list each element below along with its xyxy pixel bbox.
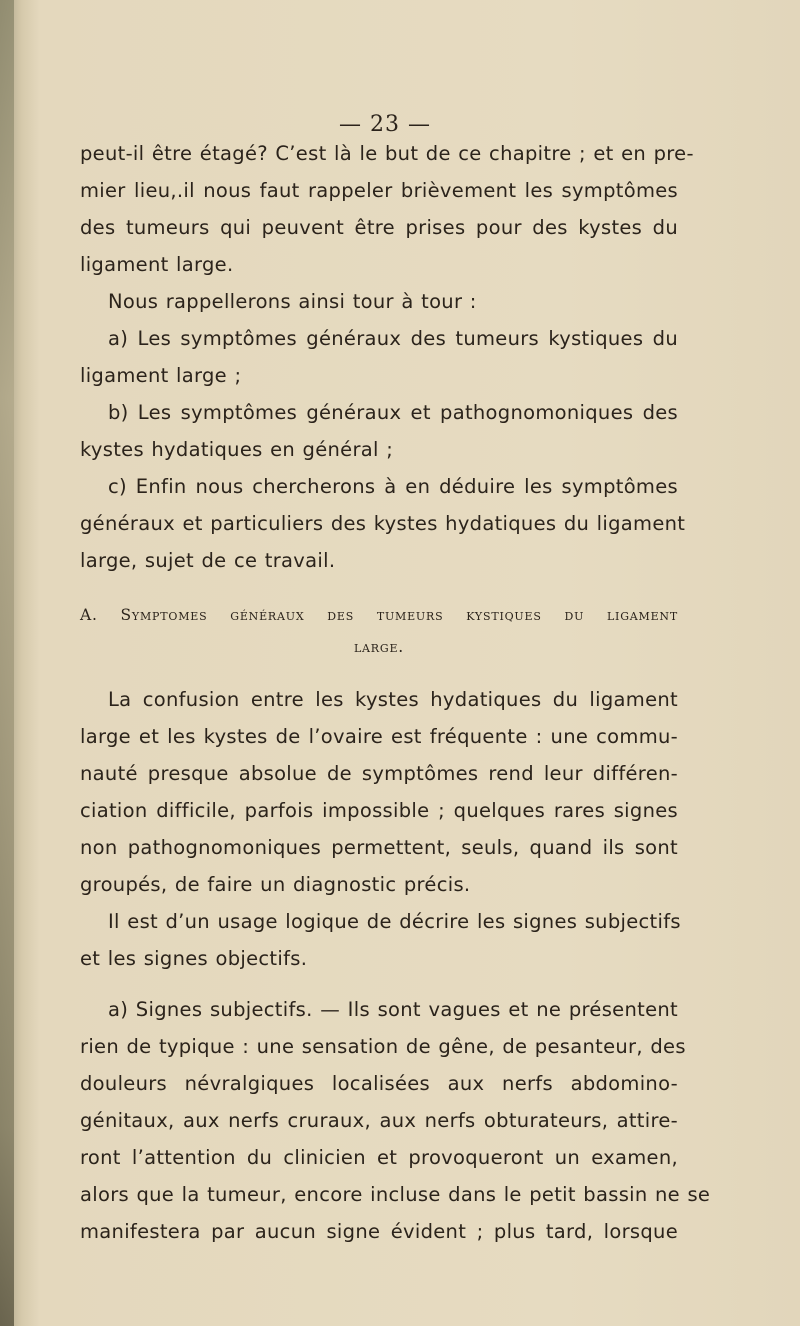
text-line: large, sujet de ce travail. xyxy=(80,549,336,572)
text-line: groupés, de faire un diagnostic précis. xyxy=(80,873,471,896)
text-line: nauté presque absolue de symptômes rend leur différen- xyxy=(80,762,678,785)
text-line: ligament large. xyxy=(80,253,234,276)
text-line: b) Les symptômes généraux et pathognomoniques des xyxy=(108,401,678,424)
text-line: Il est d’un usage logique de décrire les signes subjectifs xyxy=(108,910,681,933)
text-line: douleurs névralgiques localisées aux nerfs abdomino- xyxy=(80,1072,678,1095)
text-line: génitaux, aux nerfs cruraux, aux nerfs obturateurs, attire- xyxy=(80,1109,678,1132)
page-number: — 23 — xyxy=(339,112,431,137)
section-heading-continued: large. xyxy=(353,638,405,656)
text-line: a) Les symptômes généraux des tumeurs kystiques du xyxy=(108,327,678,350)
text-line: manifestera par aucun signe évident ; plus tard, lorsque xyxy=(80,1220,678,1243)
text-line: et les signes objectifs. xyxy=(80,947,308,970)
text-line: La confusion entre les kystes hydatiques du ligament xyxy=(108,688,678,711)
text-line: kystes hydatiques en général ; xyxy=(80,438,394,461)
text-line: ront l’attention du clinicien et provoqueront un examen, xyxy=(80,1146,678,1169)
text-line: ciation difficile, parfois impossible ; quelques rares signes xyxy=(80,799,678,822)
text-line: large et les kystes de l’ovaire est fréquente : une commu- xyxy=(80,725,678,748)
text-line-italic-lead: a) Signes subjectifs. — Ils sont vagues et ne présentent xyxy=(108,998,678,1021)
text-line: ligament large ; xyxy=(80,364,242,387)
section-heading: A. Symptomes généraux des tumeurs kystiques du ligament xyxy=(80,606,678,624)
text-line: mier lieu,.il nous faut rappeler brièvement les symptômes xyxy=(80,179,678,202)
text-line: non pathognomoniques permettent, seuls, quand ils sont xyxy=(80,836,678,859)
text-line: généraux et particuliers des kystes hydatiques du ligament xyxy=(80,512,686,535)
text-line: des tumeurs qui peuvent être prises pour des kystes du xyxy=(80,216,678,239)
text-line: alors que la tumeur, encore incluse dans le petit bassin ne se xyxy=(80,1183,711,1206)
text-line: rien de typique : une sensation de gêne, de pesanteur, des xyxy=(80,1035,686,1058)
text-line: c) Enfin nous chercherons à en déduire les symptômes xyxy=(108,475,678,498)
book-spine-shadow xyxy=(0,0,14,1326)
text-line: peut-il être étagé? C’est là le but de ce chapitre ; et en pre- xyxy=(80,142,694,165)
text-line: Nous rappellerons ainsi tour à tour : xyxy=(108,290,477,313)
